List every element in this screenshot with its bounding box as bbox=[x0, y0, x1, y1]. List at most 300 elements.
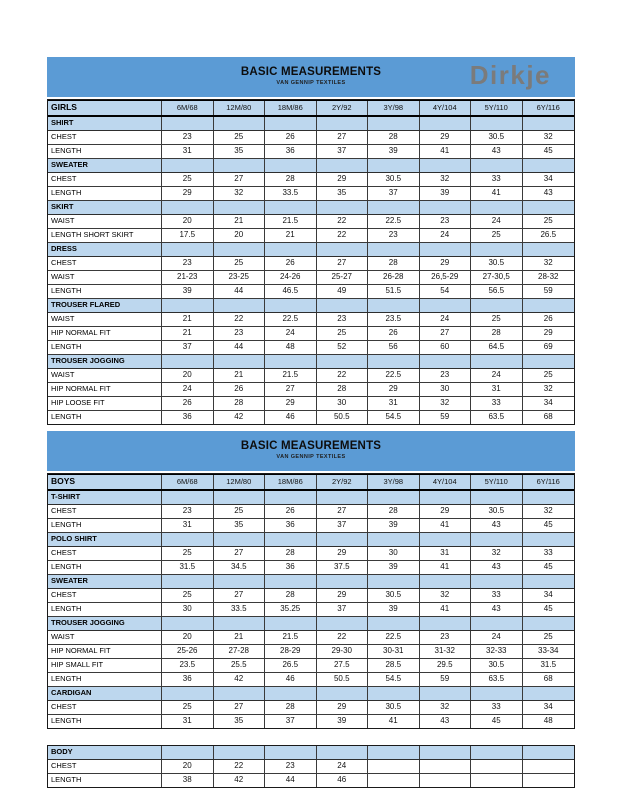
size-column-header: 2Y/92 bbox=[317, 475, 369, 489]
measurement-label: WAIST bbox=[48, 369, 162, 382]
section-title: TROUSER JOGGING bbox=[48, 617, 162, 630]
section-header-row bbox=[48, 575, 574, 589]
measurement-value: 25 bbox=[162, 173, 214, 186]
size-column-header: 18M/86 bbox=[265, 475, 317, 489]
measurement-value bbox=[471, 774, 523, 787]
measurement-value: 26.5 bbox=[540, 230, 557, 239]
measurement-value: 20 bbox=[162, 369, 214, 382]
measurement-value: 25-26 bbox=[162, 645, 214, 658]
measurement-value: 30.5 bbox=[368, 173, 420, 186]
measurement-row bbox=[48, 519, 574, 533]
measurement-value: 39 bbox=[368, 603, 420, 616]
empty-cell bbox=[317, 243, 369, 256]
measurement-value: 41 bbox=[471, 187, 523, 200]
measurement-value: 32-33 bbox=[471, 645, 523, 658]
measurement-value: 17.5 bbox=[162, 229, 214, 242]
measurement-value: 20 bbox=[162, 631, 214, 644]
empty-cell bbox=[214, 299, 266, 312]
measurement-label: LENGTH bbox=[48, 145, 162, 158]
measurement-value: 29 bbox=[543, 328, 553, 337]
measurement-value: 27-28 bbox=[214, 645, 266, 658]
measurement-value: 43 bbox=[420, 715, 472, 728]
empty-cell bbox=[420, 617, 472, 630]
empty-cell bbox=[265, 243, 317, 256]
measurement-value: 31 bbox=[420, 547, 472, 560]
size-header-row bbox=[48, 474, 574, 491]
measurement-value: 43 bbox=[471, 519, 523, 532]
measurement-row bbox=[48, 327, 574, 341]
size-column-header: 2Y/92 bbox=[317, 101, 369, 115]
measurement-value: 26-28 bbox=[368, 271, 420, 284]
measurement-label: LENGTH bbox=[48, 715, 162, 728]
measurement-value: 30.5 bbox=[471, 659, 523, 672]
measurement-row bbox=[48, 313, 574, 327]
measurement-value: 63.5 bbox=[471, 673, 523, 686]
empty-cell bbox=[471, 243, 523, 256]
measurement-value: 60 bbox=[420, 341, 472, 354]
measurement-value: 28 bbox=[471, 327, 523, 340]
measurement-label: LENGTH bbox=[48, 673, 162, 686]
measurement-value: 43 bbox=[471, 145, 523, 158]
empty-cell bbox=[162, 159, 214, 172]
measurement-value: 28 bbox=[368, 505, 420, 518]
empty-cell bbox=[368, 243, 420, 256]
empty-cell bbox=[523, 299, 575, 312]
empty-cell bbox=[317, 491, 369, 504]
empty-cell bbox=[420, 575, 472, 588]
measurement-value: 26 bbox=[265, 131, 317, 144]
empty-cell bbox=[162, 201, 214, 214]
measurement-value: 41 bbox=[420, 145, 472, 158]
measurement-label: HIP NORMAL FIT bbox=[48, 383, 162, 396]
size-header-row bbox=[48, 100, 574, 117]
measurement-value: 46 bbox=[265, 673, 317, 686]
empty-cell bbox=[317, 299, 369, 312]
measurement-row bbox=[48, 603, 574, 617]
measurement-value: 32 bbox=[420, 589, 472, 602]
measurement-value: 54 bbox=[420, 285, 472, 298]
measurement-value: 23 bbox=[162, 131, 214, 144]
measurement-value: 42 bbox=[214, 411, 266, 424]
brand-logo: Dirkje bbox=[469, 60, 551, 90]
measurement-value: 24 bbox=[265, 327, 317, 340]
measurement-value: 46 bbox=[317, 774, 369, 787]
section-title: SWEATER bbox=[48, 575, 162, 588]
size-column-header: 6M/68 bbox=[162, 475, 214, 489]
measurement-value: 31.5 bbox=[540, 660, 557, 669]
empty-cell bbox=[471, 746, 523, 759]
section-header-row bbox=[48, 117, 574, 131]
measurement-value: 21 bbox=[214, 369, 266, 382]
measurement-row bbox=[48, 131, 574, 145]
size-column-header: 12M/80 bbox=[214, 475, 266, 489]
empty-cell bbox=[471, 617, 523, 630]
measurement-value: 26 bbox=[162, 397, 214, 410]
measurement-value: 41 bbox=[368, 715, 420, 728]
measurement-value: 45 bbox=[543, 146, 553, 155]
measurement-value: 25 bbox=[162, 701, 214, 714]
measurement-row bbox=[48, 774, 574, 787]
measurement-value: 21-23 bbox=[162, 271, 214, 284]
measurement-label: LENGTH bbox=[48, 603, 162, 616]
measurement-value: 30.5 bbox=[471, 257, 523, 270]
measurement-value: 21.5 bbox=[265, 631, 317, 644]
measurement-value: 31 bbox=[471, 383, 523, 396]
measurement-value: 39 bbox=[368, 561, 420, 574]
empty-cell bbox=[368, 491, 420, 504]
measurement-value: 30 bbox=[420, 383, 472, 396]
measurement-value: 32 bbox=[543, 384, 553, 393]
measurement-value: 35 bbox=[214, 145, 266, 158]
empty-cell bbox=[420, 746, 472, 759]
measurement-value: 25 bbox=[471, 313, 523, 326]
measurement-label: LENGTH bbox=[48, 341, 162, 354]
measurement-value: 28.5 bbox=[368, 659, 420, 672]
measurement-value: 48 bbox=[543, 716, 553, 725]
measurement-value: 25 bbox=[214, 131, 266, 144]
measurement-value: 33.5 bbox=[214, 603, 266, 616]
empty-cell bbox=[317, 355, 369, 368]
measurement-value: 21 bbox=[162, 313, 214, 326]
size-column-header: 4Y/104 bbox=[420, 101, 472, 115]
measurement-value: 23 bbox=[420, 369, 472, 382]
measurement-value bbox=[420, 774, 472, 787]
empty-cell bbox=[265, 117, 317, 130]
measurement-value: 26,5-29 bbox=[420, 271, 472, 284]
empty-cell bbox=[523, 117, 575, 130]
empty-cell bbox=[471, 117, 523, 130]
section-title: BODY bbox=[48, 746, 162, 759]
measurement-value: 33 bbox=[471, 173, 523, 186]
empty-cell bbox=[162, 243, 214, 256]
measurement-value: 34 bbox=[543, 174, 553, 183]
measurement-value: 38 bbox=[162, 774, 214, 787]
measurement-value: 46 bbox=[265, 411, 317, 424]
measurement-value: 25 bbox=[543, 216, 553, 225]
measurement-row bbox=[48, 760, 574, 774]
empty-cell bbox=[162, 299, 214, 312]
measurement-value: 27-30,5 bbox=[471, 271, 523, 284]
measurement-label: LENGTH bbox=[48, 561, 162, 574]
measurement-value: 26 bbox=[265, 257, 317, 270]
empty-cell bbox=[265, 746, 317, 759]
measurement-value: 29 bbox=[420, 505, 472, 518]
measurement-value: 50.5 bbox=[317, 673, 369, 686]
measurement-value: 27 bbox=[214, 589, 266, 602]
measurement-value: 59 bbox=[420, 673, 472, 686]
empty-cell bbox=[265, 575, 317, 588]
empty-cell bbox=[214, 617, 266, 630]
empty-cell bbox=[368, 687, 420, 700]
measurement-value: 21 bbox=[162, 327, 214, 340]
size-column-header: 18M/86 bbox=[265, 101, 317, 115]
measurement-value: 31.5 bbox=[162, 561, 214, 574]
table-subtitle: VAN GENNIP TEXTILES bbox=[276, 454, 346, 460]
measurement-value: 29 bbox=[265, 397, 317, 410]
measurement-value: 42 bbox=[214, 673, 266, 686]
empty-cell bbox=[214, 117, 266, 130]
measurement-label: CHEST bbox=[48, 760, 162, 773]
measurements-table-girls bbox=[47, 99, 575, 425]
measurement-value: 30 bbox=[317, 397, 369, 410]
empty-cell bbox=[265, 533, 317, 546]
measurement-value: 59 bbox=[420, 411, 472, 424]
measurement-value: 20 bbox=[162, 760, 214, 773]
measurement-value: 42 bbox=[214, 774, 266, 787]
empty-cell bbox=[368, 617, 420, 630]
empty-cell bbox=[523, 201, 575, 214]
empty-cell bbox=[162, 355, 214, 368]
measurement-label: HIP SMALL FIT bbox=[48, 659, 162, 672]
tables-container bbox=[47, 57, 575, 788]
section-title: POLO SHIRT bbox=[48, 533, 162, 546]
measurement-value: 63.5 bbox=[471, 411, 523, 424]
measurement-value: 26.5 bbox=[265, 659, 317, 672]
measurement-value: 43 bbox=[471, 603, 523, 616]
measurement-label: CHEST bbox=[48, 257, 162, 270]
measurement-value: 22 bbox=[214, 760, 266, 773]
empty-cell bbox=[214, 201, 266, 214]
measurement-value: 24 bbox=[317, 760, 369, 773]
measurement-value: 28 bbox=[317, 383, 369, 396]
measurement-value: 29 bbox=[162, 187, 214, 200]
measurement-value: 31 bbox=[162, 715, 214, 728]
section-header-row bbox=[48, 491, 574, 505]
measurement-row bbox=[48, 411, 574, 424]
measurement-value: 22 bbox=[317, 215, 369, 228]
measurement-value: 28 bbox=[214, 397, 266, 410]
header-band bbox=[47, 57, 575, 97]
measurement-value bbox=[368, 760, 420, 773]
measurement-value: 28 bbox=[265, 589, 317, 602]
measurement-value: 28-29 bbox=[265, 645, 317, 658]
measurement-value: 41 bbox=[420, 561, 472, 574]
measurement-value bbox=[420, 760, 472, 773]
empty-cell bbox=[368, 201, 420, 214]
section-header-row bbox=[48, 355, 574, 369]
measurement-value: 22 bbox=[317, 369, 369, 382]
measurement-value: 44 bbox=[265, 774, 317, 787]
measurement-value: 25 bbox=[543, 632, 553, 641]
measurement-value bbox=[523, 760, 575, 773]
measurement-label: CHEST bbox=[48, 131, 162, 144]
measurement-value: 25 bbox=[162, 547, 214, 560]
group-label: GIRLS bbox=[48, 101, 162, 115]
section-title: SHIRT bbox=[48, 117, 162, 130]
measurement-row bbox=[48, 547, 574, 561]
measurement-row bbox=[48, 397, 574, 411]
empty-cell bbox=[471, 159, 523, 172]
empty-cell bbox=[162, 491, 214, 504]
measurement-label: LENGTH bbox=[48, 187, 162, 200]
table-title: BASIC MEASUREMENTS bbox=[240, 66, 382, 78]
measurement-value: 23 bbox=[317, 313, 369, 326]
measurement-value: 45 bbox=[543, 520, 553, 529]
measurement-value: 29.5 bbox=[420, 659, 472, 672]
measurement-value: 32 bbox=[543, 132, 553, 141]
empty-cell bbox=[265, 299, 317, 312]
measurement-value: 26 bbox=[543, 314, 553, 323]
measurement-value: 21 bbox=[265, 229, 317, 242]
size-column-header: 5Y/110 bbox=[471, 101, 523, 115]
measurement-value: 29-30 bbox=[317, 645, 369, 658]
empty-cell bbox=[162, 687, 214, 700]
measurement-value: 36 bbox=[162, 673, 214, 686]
empty-cell bbox=[317, 201, 369, 214]
measurement-value: 25-27 bbox=[317, 271, 369, 284]
measurement-label: LENGTH bbox=[48, 411, 162, 424]
empty-cell bbox=[523, 243, 575, 256]
measurement-value: 27 bbox=[317, 505, 369, 518]
measurement-value: 27 bbox=[214, 547, 266, 560]
measurement-value: 37 bbox=[317, 603, 369, 616]
measurement-value: 30.5 bbox=[368, 701, 420, 714]
empty-cell bbox=[523, 617, 575, 630]
measurement-value: 28 bbox=[265, 547, 317, 560]
measurement-value: 32 bbox=[543, 506, 553, 515]
measurement-value: 29 bbox=[317, 547, 369, 560]
empty-cell bbox=[162, 533, 214, 546]
measurement-label: CHEST bbox=[48, 173, 162, 186]
measurement-row bbox=[48, 701, 574, 715]
measurement-value: 22.5 bbox=[368, 631, 420, 644]
table-subtitle: VAN GENNIP TEXTILES bbox=[276, 80, 346, 86]
measurement-value: 50.5 bbox=[317, 411, 369, 424]
section-header-row bbox=[48, 159, 574, 173]
measurement-label: WAIST bbox=[48, 313, 162, 326]
empty-cell bbox=[368, 533, 420, 546]
measurement-value: 30 bbox=[368, 547, 420, 560]
measurement-row bbox=[48, 645, 574, 659]
empty-cell bbox=[317, 533, 369, 546]
measurement-value: 52 bbox=[317, 341, 369, 354]
empty-cell bbox=[265, 687, 317, 700]
measurement-value: 33 bbox=[471, 397, 523, 410]
measurement-value: 21.5 bbox=[265, 215, 317, 228]
empty-cell bbox=[214, 533, 266, 546]
measurement-value: 29 bbox=[420, 131, 472, 144]
measurement-value: 45 bbox=[543, 562, 553, 571]
measurement-value: 27 bbox=[265, 383, 317, 396]
measurement-label: LENGTH bbox=[48, 774, 162, 787]
measurement-value: 56.5 bbox=[471, 285, 523, 298]
measurement-value: 28 bbox=[265, 701, 317, 714]
empty-cell bbox=[265, 201, 317, 214]
measurement-row bbox=[48, 715, 574, 728]
measurement-value: 30 bbox=[162, 603, 214, 616]
measurement-value: 25 bbox=[471, 229, 523, 242]
empty-cell bbox=[471, 533, 523, 546]
empty-cell bbox=[162, 575, 214, 588]
measurement-value: 68 bbox=[543, 674, 553, 683]
measurement-value: 49 bbox=[317, 285, 369, 298]
empty-cell bbox=[214, 491, 266, 504]
empty-cell bbox=[162, 117, 214, 130]
section-title: CARDIGAN bbox=[48, 687, 162, 700]
measurement-value: 43 bbox=[543, 188, 553, 197]
measurement-value: 24 bbox=[471, 631, 523, 644]
empty-cell bbox=[471, 687, 523, 700]
measurement-value: 24 bbox=[471, 215, 523, 228]
measurement-value: 25 bbox=[543, 370, 553, 379]
measurement-value: 24-26 bbox=[265, 271, 317, 284]
section-header-row bbox=[48, 533, 574, 547]
empty-cell bbox=[317, 617, 369, 630]
measurement-value: 39 bbox=[162, 285, 214, 298]
measurement-row bbox=[48, 215, 574, 229]
measurement-value: 23 bbox=[420, 215, 472, 228]
measurement-label: LENGTH bbox=[48, 285, 162, 298]
empty-cell bbox=[471, 299, 523, 312]
measurement-value: 37.5 bbox=[317, 561, 369, 574]
measurement-value: 21 bbox=[214, 631, 266, 644]
empty-cell bbox=[317, 746, 369, 759]
measurement-value: 27.5 bbox=[317, 659, 369, 672]
measurement-value: 33 bbox=[543, 548, 553, 557]
measurement-value: 48 bbox=[265, 341, 317, 354]
empty-cell bbox=[214, 575, 266, 588]
measurement-label: CHEST bbox=[48, 701, 162, 714]
measurement-value: 34.5 bbox=[214, 561, 266, 574]
measurement-row bbox=[48, 673, 574, 687]
measurement-value: 35.25 bbox=[265, 603, 317, 616]
measurement-value: 25 bbox=[214, 505, 266, 518]
measurement-value: 41 bbox=[420, 603, 472, 616]
measurement-value: 22 bbox=[317, 631, 369, 644]
measurement-value: 45 bbox=[471, 715, 523, 728]
measurement-value: 25 bbox=[162, 589, 214, 602]
measurement-value: 24 bbox=[420, 229, 472, 242]
size-column-header: 4Y/104 bbox=[420, 475, 472, 489]
measurement-value: 21.5 bbox=[265, 369, 317, 382]
measurement-row bbox=[48, 659, 574, 673]
empty-cell bbox=[317, 575, 369, 588]
measurement-label: WAIST bbox=[48, 215, 162, 228]
empty-cell bbox=[471, 201, 523, 214]
measurement-value: 27 bbox=[214, 701, 266, 714]
empty-cell bbox=[420, 243, 472, 256]
measurement-value: 22.5 bbox=[368, 369, 420, 382]
size-column-header: 3Y/98 bbox=[368, 101, 420, 115]
empty-cell bbox=[368, 575, 420, 588]
section-title: TROUSER FLARED bbox=[48, 299, 162, 312]
measurement-value: 28 bbox=[368, 257, 420, 270]
empty-cell bbox=[420, 355, 472, 368]
measurement-row bbox=[48, 369, 574, 383]
measurement-value: 46.5 bbox=[265, 285, 317, 298]
size-column-header: 6Y/116 bbox=[536, 103, 560, 112]
measurement-label: HIP NORMAL FIT bbox=[48, 327, 162, 340]
measurement-value: 39 bbox=[368, 519, 420, 532]
empty-cell bbox=[317, 159, 369, 172]
measurement-value: 41 bbox=[420, 519, 472, 532]
measurement-value: 37 bbox=[317, 519, 369, 532]
empty-cell bbox=[265, 617, 317, 630]
measurement-value: 29 bbox=[317, 589, 369, 602]
measurement-value: 23 bbox=[162, 257, 214, 270]
measurement-value: 29 bbox=[420, 257, 472, 270]
measurement-value: 39 bbox=[317, 715, 369, 728]
empty-cell bbox=[162, 746, 214, 759]
empty-cell bbox=[214, 159, 266, 172]
measurement-value: 27 bbox=[317, 257, 369, 270]
measurement-value: 23 bbox=[162, 505, 214, 518]
table-block-body bbox=[47, 745, 575, 788]
section-title: DRESS bbox=[48, 243, 162, 256]
group-label: BOYS bbox=[48, 475, 162, 489]
empty-cell bbox=[368, 299, 420, 312]
measurement-value: 59 bbox=[543, 286, 553, 295]
